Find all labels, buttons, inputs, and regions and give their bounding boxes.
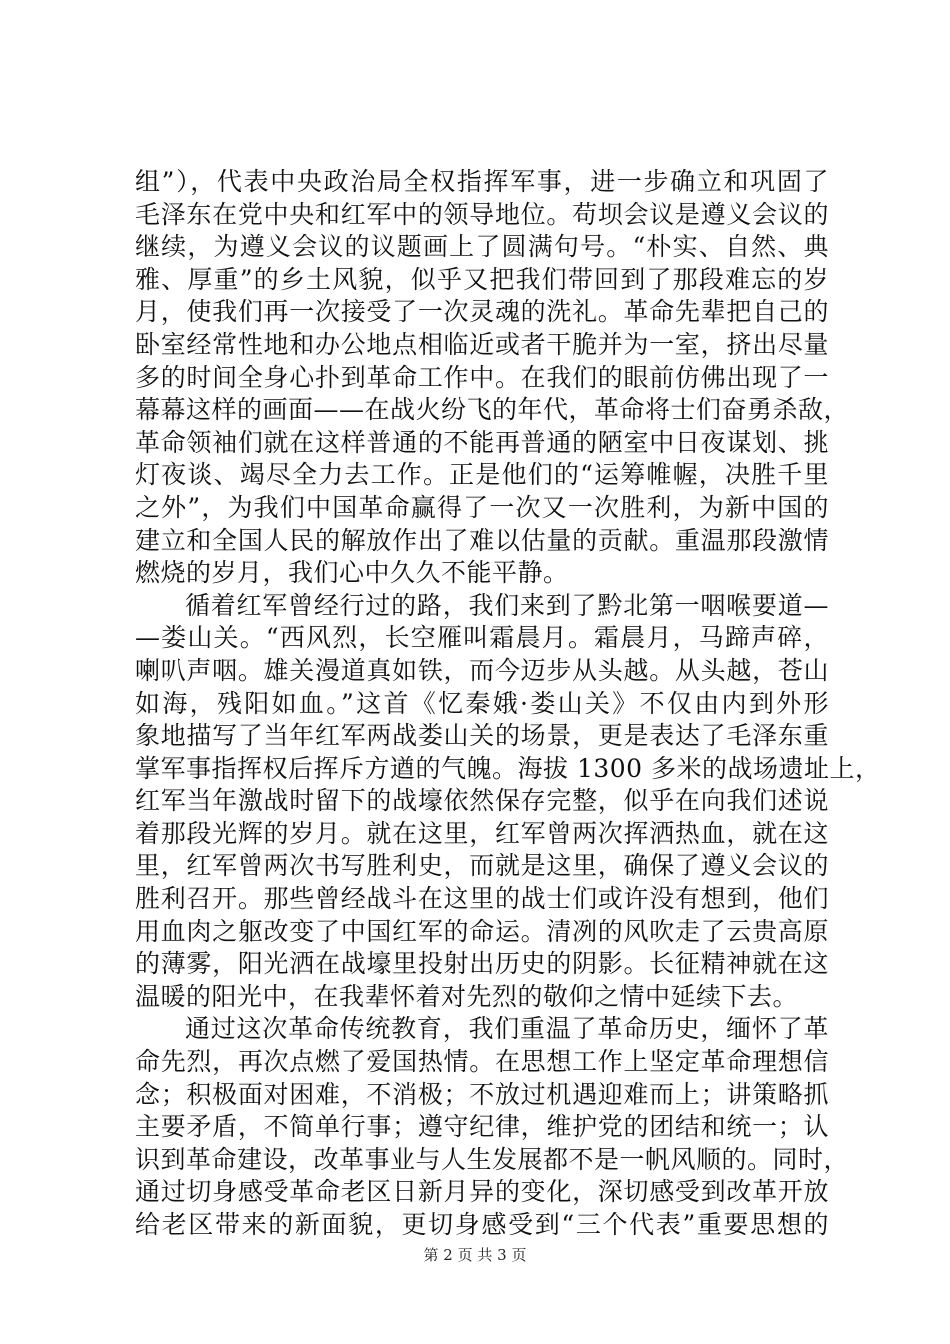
text-line: 革命领袖们就在这样普通的不能再普通的陋室中日夜谋划、挑 (135, 427, 829, 457)
text-line: 通过这次革命传统教育，我们重温了革命历史，缅怀了革 (185, 1014, 829, 1044)
paragraph (135, 590, 881, 1014)
page-number-footer: 第 2 页 共 3 页 (423, 1246, 527, 1264)
text-line: 念；积极面对困难，不消极；不放过机遇迎难而上；讲策略抓 (135, 1079, 829, 1109)
text-line: 给老区带来的新面貌，更切身感受到“三个代表”重要思想的 (135, 1210, 829, 1239)
text-line: 的薄雾，阳光洒在战壕里投射出历史的阴影。长征精神就在这 (135, 949, 829, 979)
text-line: 月，使我们再一次接受了一次灵魂的洗礼。革命先辈把自己的 (135, 297, 829, 327)
text-line: 雅、厚重”的乡土风貌，似乎又把我们带回到了那段难忘的岁 (135, 264, 829, 294)
text-line: 之外”，为我们中国革命赢得了一次又一次胜利，为新中国的 (135, 492, 829, 522)
text-line: 红军当年激战时留下的战壕依然保存完整，似乎在向我们述说 (135, 786, 829, 816)
text-line: 通过切身感受革命老区日新月异的变化，深切感受到改革开放 (135, 1177, 829, 1207)
text-line: 胜利召开。那些曾经战斗在这里的战士们或许没有想到，他们 (135, 884, 829, 914)
text-line: 卧室经常性地和办公地点相临近或者干脆并为一室，挤出尽量 (135, 329, 829, 359)
text-line: 毛泽东在党中央和红军中的领导地位。苟坝会议是遵义会议的 (135, 199, 829, 229)
text-line: 温暖的阳光中，在我辈怀着对先烈的敬仰之情中延续下去。 (135, 981, 799, 1011)
text-line: 继续，为遵义会议的议题画上了圆满句号。“朴实、自然、典 (135, 232, 829, 262)
text-line: 幕幕这样的画面——在战火纷飞的年代，革命将士们奋勇杀敌， (135, 395, 850, 425)
text-line: 如海，残阳如血。”这首《忆秦娥·娄山关》不仅由内到外形 (135, 688, 829, 718)
text-line: 灯夜谈、竭尽全力去工作。正是他们的“运筹帷幄，决胜千里 (135, 460, 829, 490)
text-line: 象地描写了当年红军两战娄山关的场景，更是表达了毛泽东重 (135, 721, 829, 751)
paragraph (135, 1013, 850, 1241)
text-line: —娄山关。“西风烈，长空雁叫霜晨月。霜晨月，马蹄声碎， (135, 623, 829, 653)
text-line: 燃烧的岁月，我们心中久久不能平静。 (135, 558, 569, 588)
text-line: 用血肉之躯改变了中国红军的命运。清冽的风吹走了云贵高原 (135, 916, 829, 946)
text-line: 识到革命建设，改革事业与人生发展都不是一帆风顺的。同时， (135, 1144, 850, 1174)
text-line: 命先烈，再次点燃了爱国热情。在思想工作上坚定革命理想信 (135, 1047, 829, 1077)
text-line: 主要矛盾，不简单行事；遵守纪律，维护党的团结和统一；认 (135, 1112, 829, 1142)
text-line: 多的时间全身心扑到革命工作中。在我们的眼前仿佛出现了一 (135, 362, 829, 392)
text-line: 里，红军曾两次书写胜利史，而就是这里，确保了遵义会议的 (135, 851, 829, 881)
paragraph (135, 166, 850, 590)
text-line: 循着红军曾经行过的路，我们来到了黔北第一咽喉要道— (185, 590, 829, 620)
document-body (135, 166, 881, 1242)
text-line: 组”），代表中央政治局全权指挥军事，进一步确立和巩固了 (135, 167, 829, 196)
text-line: 掌军事指挥权后挥斥方遒的气魄。海拔 1300 多米的战场遗址上， (135, 753, 881, 783)
text-line: 建立和全国人民的解放作出了难以估量的贡献。重温那段激情 (135, 525, 829, 555)
text-line: 喇叭声咽。雄关漫道真如铁，而今迈步从头越。从头越，苍山 (135, 655, 829, 685)
text-line: 着那段光辉的岁月。就在这里，红军曾两次挥洒热血，就在这 (135, 818, 829, 848)
